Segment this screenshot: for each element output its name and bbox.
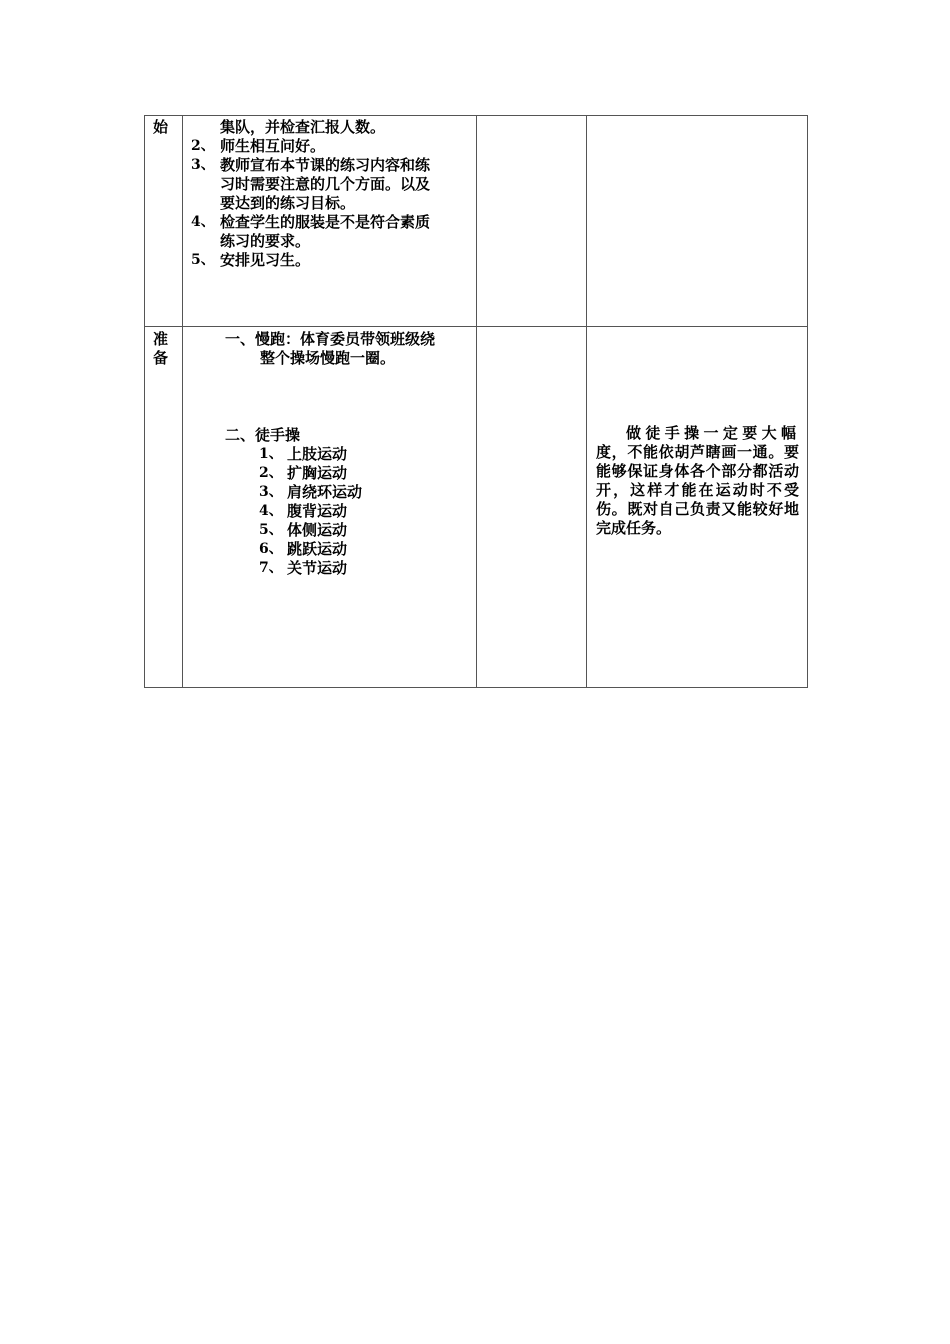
phase-cell [145,116,183,327]
organization-cell [477,327,587,688]
list-item: 5、 体侧运动 [259,521,348,539]
list-item: 1、 上肢运动 [259,445,348,463]
calisthenics-list [183,445,476,578]
list-item: 6、 跳跃运动 [259,540,348,558]
start-items [183,116,476,270]
phase-label: 始 [153,118,169,136]
table-row-start [145,116,808,327]
list-item: 3、 教师宣布本节课的练习内容和练 [191,156,431,174]
notes-cell [587,327,808,688]
list-item: 5、 安排见习生。 [191,251,311,269]
phase-label: 准 备 [153,330,169,367]
table-row-prep [145,327,808,688]
list-item: 4、 检查学生的服装是不是符合素质 [191,213,431,231]
organization-cell [477,116,587,327]
phase-cell [145,327,183,688]
list-item: 习时需要注意的几个方面。以及 [220,175,431,193]
section-heading-jog: 一、慢跑：体育委员带领班级绕 [225,330,436,348]
list-item: 4、 腹背运动 [259,502,348,520]
prep-content [183,327,476,445]
list-item: 2、 师生相互问好。 [191,137,326,155]
notes-cell [587,116,808,327]
content-cell [183,116,477,327]
section-heading-calisthenics: 二、徒手操 [225,426,301,444]
list-item: 2、 扩胸运动 [259,464,348,482]
note-text: 度，不能依胡芦瞎画一通。要能够保证身体各个部分都活动开，这样才能在运动时不受伤。既对自己负责又能较好地完成任务。 [596,443,799,537]
list-item: 练习的要求。 [220,232,311,250]
lesson-plan-table [144,115,808,688]
list-item: 3、 肩绕环运动 [259,483,363,501]
calisthenics-note [587,327,807,538]
list-item: 要达到的练习目标。 [220,194,356,212]
list-item: 7、 关节运动 [259,559,348,577]
note-first-line: 做徒手操一定要大幅 [626,424,799,442]
list-item: 集队，并检查汇报人数。 [220,118,386,136]
section-text-jog: 整个操场慢跑一圈。 [260,349,396,367]
content-cell [183,327,477,688]
